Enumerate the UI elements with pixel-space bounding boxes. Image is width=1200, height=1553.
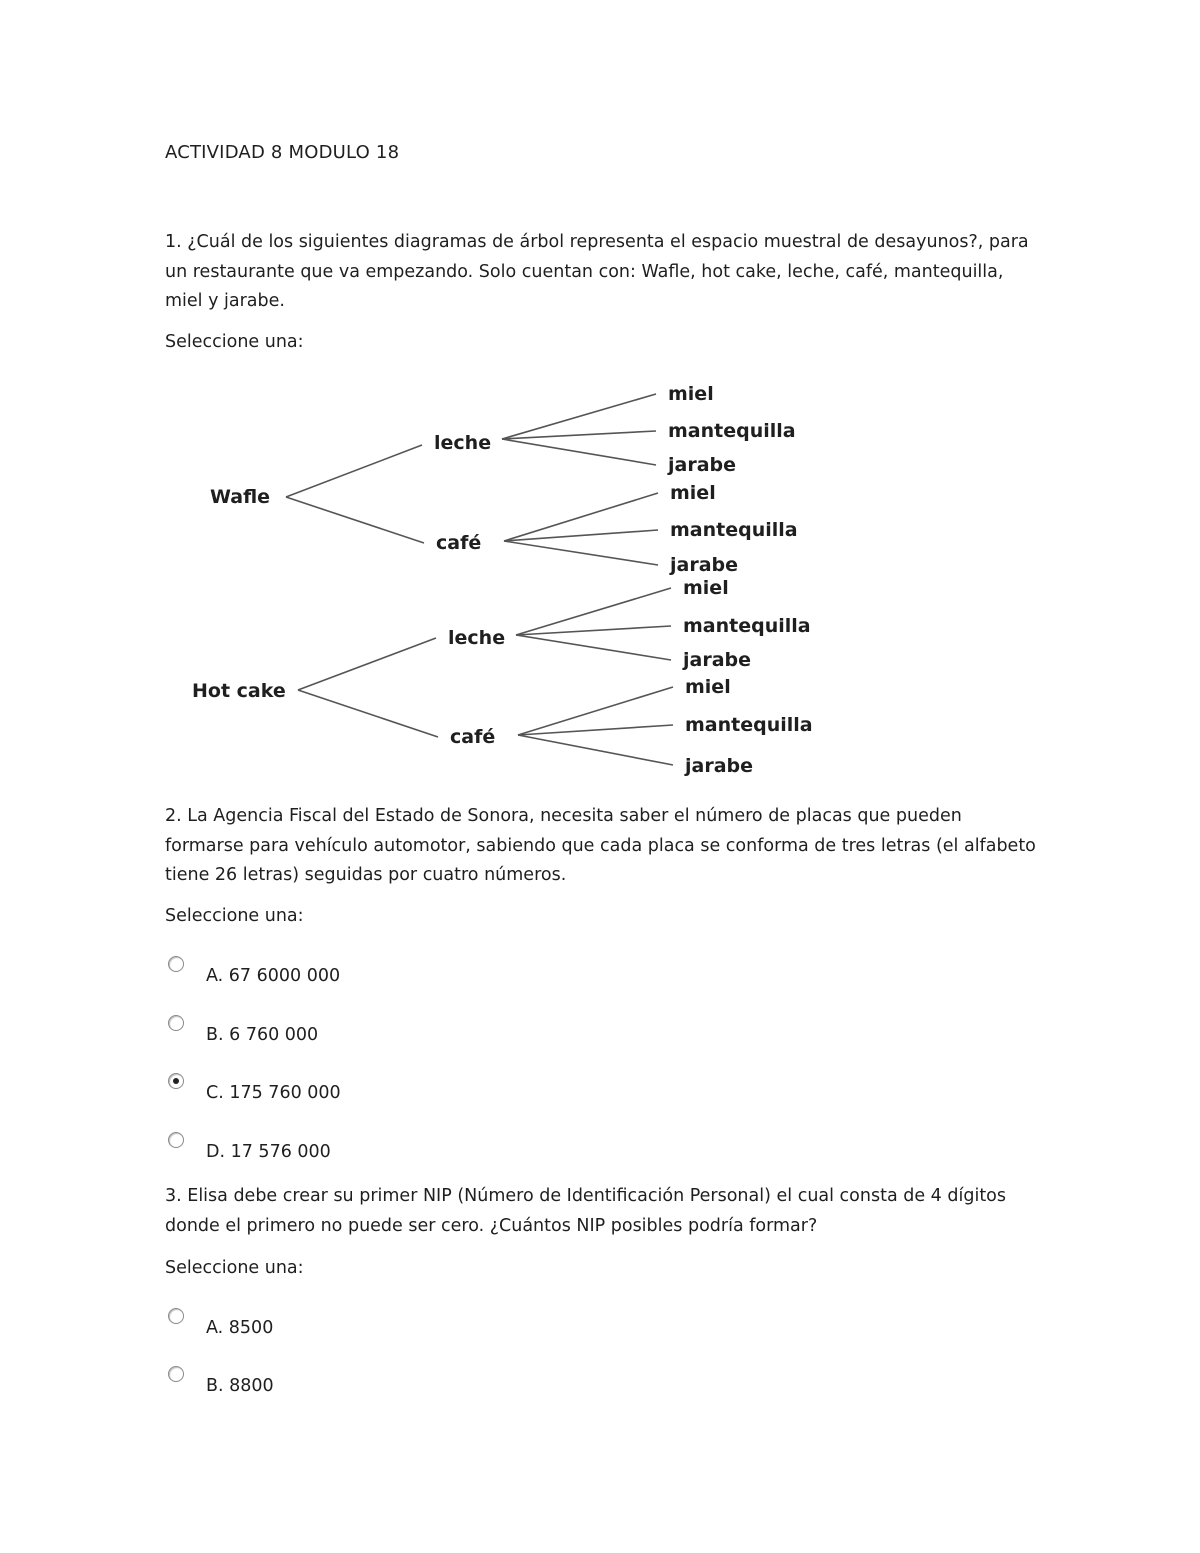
radio-button[interactable] <box>168 956 184 972</box>
question-2-select-prompt: Seleccione una: <box>165 906 304 926</box>
tree-leaf: miel <box>683 577 729 599</box>
radio-button[interactable] <box>168 1015 184 1031</box>
option-label: C. 175 760 000 <box>206 1083 341 1103</box>
tree-edge <box>504 493 658 541</box>
radio-button[interactable] <box>168 1132 184 1148</box>
tree-edge <box>516 635 671 660</box>
tree-edge <box>518 735 673 765</box>
tree-leaf: miel <box>685 676 731 698</box>
tree-edge <box>504 541 658 565</box>
tree-edge <box>298 638 436 690</box>
option-label: A. 8500 <box>206 1318 274 1338</box>
tree-diagram <box>180 370 860 790</box>
tree-edge <box>502 439 656 465</box>
tree-leaf: mantequilla <box>685 714 813 736</box>
tree-leaf: mantequilla <box>668 420 796 442</box>
tree-leaf: jarabe <box>683 649 752 671</box>
tree-branch-hotcake-cafe: café <box>450 726 496 748</box>
tree-leaf: jarabe <box>668 454 737 476</box>
radio-button-selected[interactable] <box>168 1073 184 1089</box>
question-1-select-prompt: Seleccione una: <box>165 332 304 352</box>
tree-edge <box>298 690 438 737</box>
option-label: A. 67 6000 000 <box>206 966 341 986</box>
tree-edge <box>518 687 673 735</box>
question-3-select-prompt: Seleccione una: <box>165 1258 304 1278</box>
tree-leaf: jarabe <box>670 554 739 576</box>
tree-leaf: mantequilla <box>683 615 811 637</box>
tree-branch-wafle-leche: leche <box>434 432 492 454</box>
option-label: B. 6 760 000 <box>206 1025 319 1045</box>
tree-branch-wafle-cafe: café <box>436 532 482 554</box>
q2-option-a[interactable] <box>168 956 568 996</box>
q3-option-b[interactable] <box>168 1366 568 1406</box>
q2-option-d[interactable] <box>168 1132 568 1172</box>
tree-edge <box>286 445 422 497</box>
question-2-text: 2. La Agencia Fiscal del Estado de Sonora, necesita saber el número de placas que pueden formarse para vehículo automotor, sabiendo que cada placa se conforma de tres letras (el alfabeto tiene 26 letras) seguidas por cuatro números. <box>165 806 1036 885</box>
q2-option-b[interactable] <box>168 1015 568 1055</box>
option-label: B. 8800 <box>206 1376 274 1396</box>
tree-leaf: miel <box>668 383 714 405</box>
q3-option-a[interactable] <box>168 1308 568 1348</box>
document-title: ACTIVIDAD 8 MODULO 18 <box>165 142 400 163</box>
tree-edge <box>518 725 673 735</box>
question-3-text: 3. Elisa debe crear su primer NIP (Número de Identificación Personal) el cual consta de 4 dígitos donde el primero no puede ser cero. ¿Cuántos NIP posibles podría formar? <box>165 1186 1006 1236</box>
tree-root-hot-cake: Hot cake <box>192 680 286 702</box>
q2-option-c[interactable] <box>168 1073 568 1113</box>
tree-leaf: miel <box>670 482 716 504</box>
option-label: D. 17 576 000 <box>206 1142 331 1162</box>
tree-branch-hotcake-leche: leche <box>448 627 506 649</box>
radio-button[interactable] <box>168 1366 184 1382</box>
tree-edge <box>504 530 658 541</box>
tree-leaf: jarabe <box>685 755 754 777</box>
tree-edge <box>286 497 424 543</box>
tree-leaf: mantequilla <box>670 519 798 541</box>
question-1-text: 1. ¿Cuál de los siguientes diagramas de árbol representa el espacio muestral de desayunos?, para un restaurante que va empezando. Solo cuentan con: Wafle, hot cake, leche, café, mantequilla, miel y jarabe. <box>165 232 1029 311</box>
radio-button[interactable] <box>168 1308 184 1324</box>
tree-root-wafle: Wafle <box>210 486 271 508</box>
